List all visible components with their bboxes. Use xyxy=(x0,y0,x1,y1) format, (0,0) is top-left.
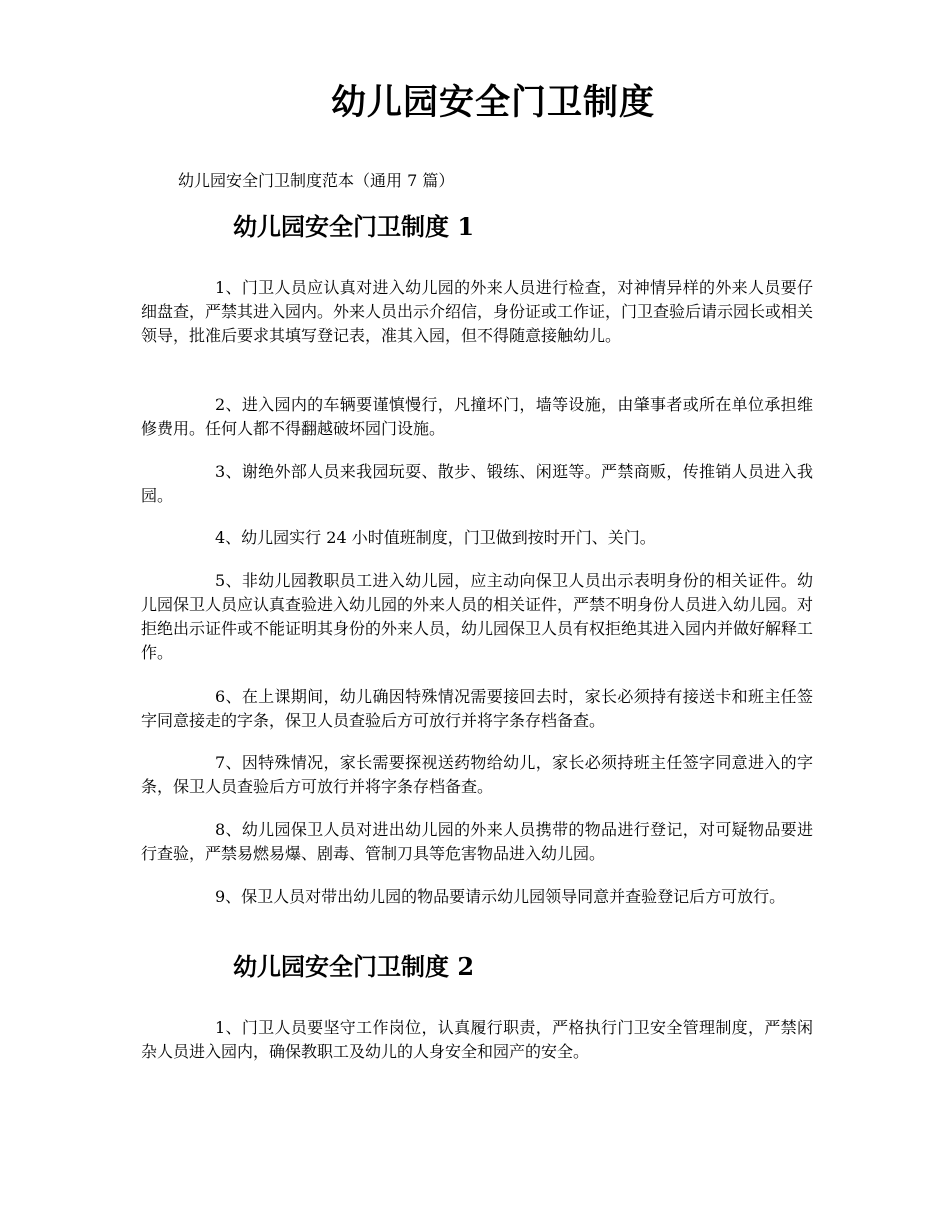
paragraph: 9、保卫人员对带出幼儿园的物品要请示幼儿园领导同意并查验登记后方可放行。 xyxy=(215,887,786,906)
paragraph: 5、非幼儿园教职员工进入幼儿园，应主动向保卫人员出示表明身份的相关证件。幼儿园保卫人员应认真查验进入幼儿园的外来人员的相关证件，严禁不明身份人员进入幼儿园。对拒绝出示证件或不能证明其身份的外来人员，幼儿园保卫人员有权拒绝其进入园内并做好解释工作。 xyxy=(141,571,814,662)
paragraph: 1、门卫人员应认真对进入幼儿园的外来人员进行检查，对神情异样的外来人员要仔细盘查，严禁其进入园内。外来人员出示介绍信，身份证或工作证，门卫查验后请示园长或相关领导，批准后要求其填写登记表，准其入园，但不得随意接触幼儿。 xyxy=(141,278,814,345)
paragraph: 2、进入园内的车辆要谨慎慢行，凡撞坏门，墙等设施，由肇事者或所在单位承担维修费用。任何人都不得翻越破坏园门设施。 xyxy=(141,395,813,438)
paragraph: 3、谢绝外部人员来我园玩耍、散步、锻练、闲逛等。严禁商贩，传推销人员进入我园。 xyxy=(141,462,813,505)
paragraph: 6、在上课期间，幼儿确因特殊情况需要接回去时，家长必须持有接送卡和班主任签字同意接走的字条，保卫人员查验后方可放行并将字条存档备查。 xyxy=(141,687,813,730)
paragraph: 8、幼儿园保卫人员对进出幼儿园的外来人员携带的物品进行登记，对可疑物品要进行查验，严禁易燃易爆、剧毒、管制刀具等危害物品进入幼儿园。 xyxy=(141,820,813,863)
section-heading-2: 幼儿园安全门卫制度 2 xyxy=(233,952,475,981)
document-subtitle: 幼儿园安全门卫制度范本（通用 7 篇） xyxy=(178,171,455,190)
paragraph: 4、幼儿园实行 24 小时值班制度，门卫做到按时开门、关门。 xyxy=(215,528,656,547)
document-title: 幼儿园安全门卫制度 xyxy=(330,82,655,123)
paragraph: 7、因特殊情况，家长需要探视送药物给幼儿，家长必须持班主任签字同意进入的字条，保卫人员查验后方可放行并将字条存档备查。 xyxy=(141,753,813,796)
section-heading-1: 幼儿园安全门卫制度 1 xyxy=(233,212,475,241)
paragraph: 1、门卫人员要坚守工作岗位，认真履行职责，严格执行门卫安全管理制度，严禁闲杂人员进入园内，确保教职工及幼儿的人身安全和园产的安全。 xyxy=(141,1018,813,1061)
